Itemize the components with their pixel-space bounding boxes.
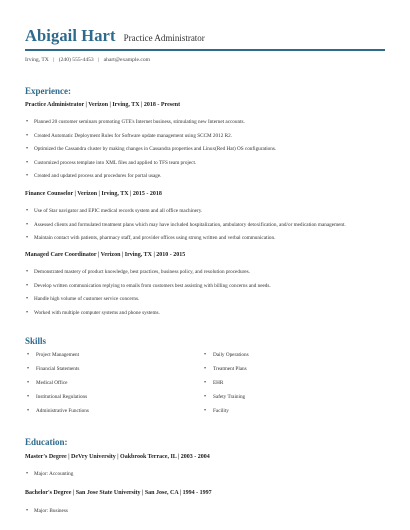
job-bullet: • Assessed clients and formulated treatment plans which may have included hospitalization, ambulatory detoxification, and/or medication management. — [25, 222, 385, 236]
job-bullet: • Develop written communication replying to emails from customers best assisting with billing concerns and needs. — [25, 283, 385, 297]
contact-email: ahart@example.com — [103, 57, 150, 63]
candidate-name: Abigail Hart — [25, 26, 116, 45]
contact-phone: (240) 555-4453 — [58, 57, 94, 63]
job-bullet: • Created and updated process and procedures for portal usage. — [25, 173, 385, 187]
candidate-title: Practice Administrator — [123, 33, 205, 43]
skills-column-left — [25, 352, 89, 422]
skill-item: • Medical Office — [25, 380, 89, 394]
skill-item: • Daily Operations — [202, 352, 249, 366]
job-bullet: • Planned 20 customer seminars promoting GTE's Internet business, stimulating new Internet accounts. — [25, 119, 385, 133]
contact-line — [25, 57, 150, 63]
degree-details — [25, 508, 385, 522]
job-bullet: • Handle high volume of customer service concerns. — [25, 296, 385, 310]
degree-title: Bachelor's Degree | San Jose State University | San Jose, CA | 1994 - 1997 — [25, 490, 212, 496]
skill-item: • Institutional Regulations — [25, 394, 89, 408]
degree-details — [25, 471, 385, 485]
contact-separator: | — [53, 57, 55, 63]
job-bullets — [25, 269, 385, 323]
job-bullet: • Use of Star navigator and EPIC medical records system and all office machinery. — [25, 208, 385, 222]
job-title: Managed Care Coordinator | Verizon | Irving, TX | 2010 - 2015 — [25, 252, 186, 258]
degree-major: • Major: Business — [25, 508, 385, 522]
education-heading: Education: — [25, 437, 68, 447]
skill-item: • Safety Training — [202, 394, 249, 408]
job-bullet: • Maintain contact with patients, pharmacy staff, and provider offices using strong written and verbal communication. — [25, 235, 385, 249]
job-bullet: • Customized process template into XML files and applied to TFS team project. — [25, 160, 385, 174]
header-divider — [25, 49, 385, 51]
skill-item: • Administrative Functions — [25, 408, 89, 422]
skill-item: • Financial Statements — [25, 366, 89, 380]
job-title: Finance Counselor | Verizon | Irving, TX | 2015 - 2018 — [25, 191, 162, 197]
job-bullets — [25, 119, 385, 187]
contact-location: Irving, TX — [25, 57, 49, 63]
contact-separator: | — [98, 57, 100, 63]
job-bullet: • Optimized the Cassandra cluster by making changes in Cassandra properties and Linux(Red Hat) OS configurations. — [25, 146, 385, 160]
experience-heading: Experience: — [25, 86, 71, 96]
skills-column-right — [202, 352, 249, 422]
job-bullet: • Created Automatic Deployment Rules for Software update management using SCCM 2012 R2. — [25, 133, 385, 147]
job-bullets — [25, 208, 385, 249]
skill-item: • Facility — [202, 408, 249, 422]
degree-major: • Major: Accounting — [25, 471, 385, 485]
degree-title: Master's Degree | DeVry University | Oakbrook Terrace, IL | 2003 - 2004 — [25, 454, 210, 460]
skill-item: • Treatment Plans — [202, 366, 249, 380]
skills-heading: Skills — [25, 336, 47, 346]
job-bullet: • Worked with multiple computer systems and phone systems. — [25, 310, 385, 324]
job-bullet: • Demonstrated mastery of product knowledge, best practices, business policy, and resolution procedures. — [25, 269, 385, 283]
skill-item: • Project Management — [25, 352, 89, 366]
job-title: Practice Administrator | Verizon | Irving, TX | 2018 - Present — [25, 102, 181, 108]
resume-header — [25, 26, 385, 46]
skill-item: • EHR — [202, 380, 249, 394]
